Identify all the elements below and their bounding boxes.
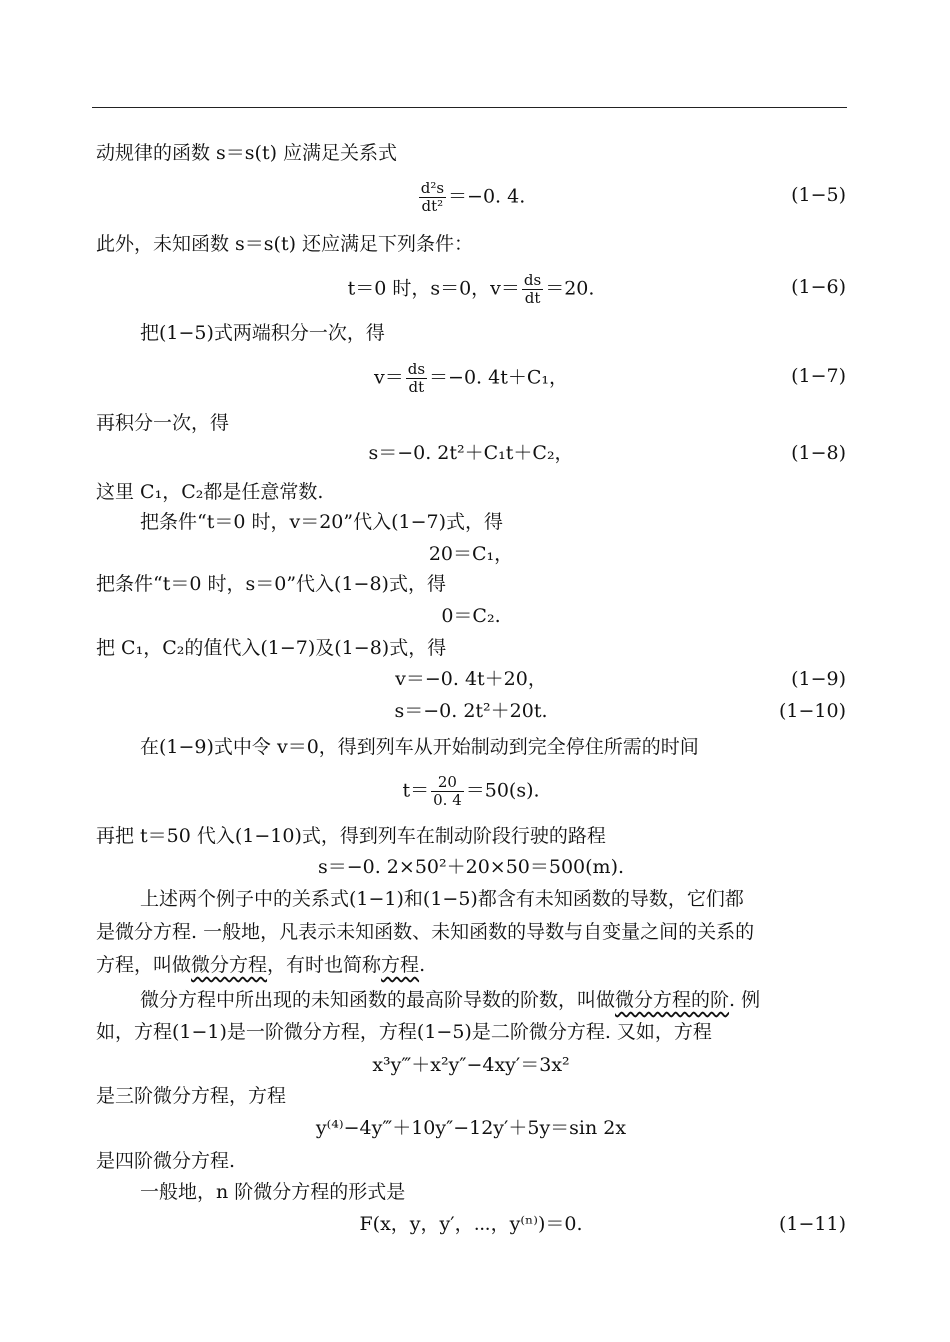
header-rule: [92, 107, 847, 108]
equation-1-11: F(x，y，y′，⋯，y⁽ⁿ⁾)＝0. (1−11): [96, 1209, 846, 1239]
equation-1-5: $\frac{\text{d²s}}{\text{dt²}}$ ＝−0. 4. (1−5): [420, 179, 846, 215]
equation-line: x³y‴＋x²y″−4xy′＝3x²: [372, 1054, 570, 1076]
equation-1-9: v＝−0. 4t＋20， (1−9): [96, 664, 846, 694]
text-line: 再积分一次，得: [96, 412, 230, 434]
equation-number: (1−9): [791, 668, 846, 690]
text-line: 方程，叫做微分方程，有时也简称方程.: [96, 954, 426, 976]
text-line: 上述两个例子中的关系式(1−1)和(1−5)都含有未知函数的导数，它们都: [140, 888, 744, 910]
term-differential-equation: 微分方程: [191, 954, 268, 976]
text-line: 是四阶微分方程.: [96, 1150, 236, 1172]
text-line: 这里 C₁，C₂都是任意常数.: [96, 481, 324, 503]
equation-1-10: s＝−0. 2t²＋20t. (1−10): [96, 696, 846, 726]
equation-number: (1−10): [778, 700, 846, 722]
term-equation: 方程: [381, 954, 420, 976]
text-line: 把 C₁，C₂的值代入(1−7)及(1−8)式，得: [96, 637, 447, 659]
text-line: 一般地，n 阶微分方程的形式是: [140, 1181, 406, 1203]
text-line: 在(1−9)式中令 v＝0，得到列车从开始制动到完全停住所需的时间: [140, 736, 699, 758]
equation-number: (1−5): [791, 184, 846, 206]
text-line: 把条件“t＝0 时，s＝0”代入(1−8)式，得: [96, 573, 446, 595]
equation-number: (1−8): [791, 442, 846, 464]
fraction: $\frac{ds}{dt}$: [407, 360, 426, 396]
equation-line: 20＝C₁，: [428, 543, 514, 565]
equation-line: t＝ $\frac{20}{0. 4}$ ＝50(s).: [402, 773, 540, 809]
fraction: $\frac{ds}{dt}$: [523, 271, 542, 307]
text-line: 再把 t＝50 代入(1−10)式，得到列车在制动阶段行驶的路程: [96, 825, 606, 847]
text-line: 是微分方程. 一般地，凡表示未知函数、未知函数的导数与自变量之间的关系的: [96, 921, 755, 943]
text-line: 把条件“t＝0 时，v＝20”代入(1−7)式，得: [140, 511, 504, 533]
equation-line: y⁽⁴⁾−4y‴＋10y″−12y′＋5y＝sin 2x: [315, 1117, 627, 1139]
equation-line: 0＝C₂.: [441, 605, 501, 627]
equation-line: s＝−0. 2×50²＋20×50＝500(m).: [317, 856, 625, 878]
text-line: 把(1−5)式两端积分一次，得: [140, 322, 385, 344]
equation-1-7: v＝ $\frac{ds}{dt}$ ＝−0. 4t＋C₁， (1−7): [373, 360, 846, 396]
equation-number: (1−7): [791, 365, 846, 387]
text-line: 此外，未知函数 s＝s(t) 还应满足下列条件：: [96, 233, 474, 255]
equation-number: (1−6): [791, 276, 846, 298]
term-order: 微分方程的阶: [615, 989, 730, 1011]
text-line: 微分方程中所出现的未知函数的最高阶导数的阶数，叫做微分方程的阶. 例: [140, 989, 761, 1011]
fraction: $\frac{\text{d²s}}{\text{dt²}}$: [420, 179, 445, 215]
text-line: 是三阶微分方程，方程: [96, 1085, 287, 1107]
equation-1-8: s＝−0. 2t²＋C₁t＋C₂， (1−8): [96, 438, 846, 468]
equation-number: (1−11): [778, 1213, 846, 1235]
text-line: 动规律的函数 s＝s(t) 应满足关系式: [96, 142, 398, 164]
text-line: 如，方程(1−1)是一阶微分方程，方程(1−5)是二阶微分方程. 又如，方程: [96, 1021, 712, 1043]
equation-1-6: t＝0 时，s＝0，v＝ $\frac{ds}{dt}$ ＝20. (1−6): [347, 271, 846, 307]
fraction: $\frac{20}{0. 4}$: [433, 773, 462, 809]
